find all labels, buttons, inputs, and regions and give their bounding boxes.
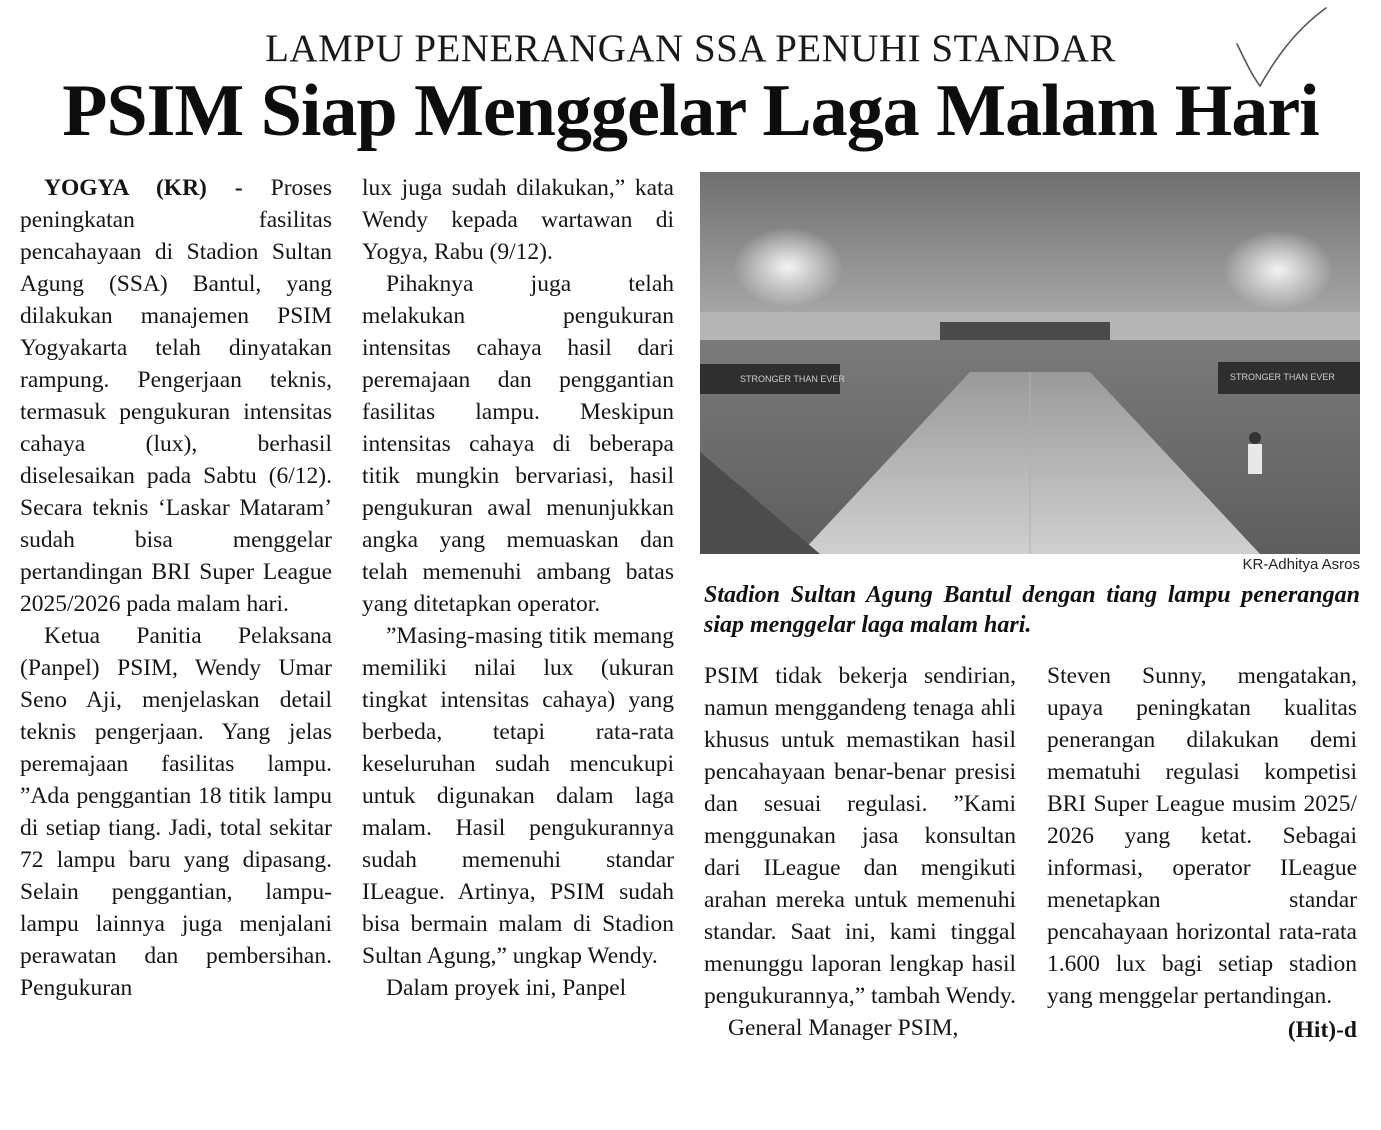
paragraph: General Manager PSIM,: [728, 1015, 959, 1041]
article-column-1: [20, 172, 332, 1004]
paragraph: lux juga sudah dilakukan,” kata Wendy kepada wartawan di Yogya, Rabu (9/12).: [362, 175, 674, 265]
floodlight-glow-right: [1223, 230, 1333, 310]
author-signoff: (Hit)-d: [1287, 1017, 1357, 1043]
article-column-2: [362, 172, 674, 1004]
paragraph: Dalam proyek ini, Panpel: [386, 975, 627, 1001]
stadium-photo: [700, 172, 1360, 554]
paragraph: Ketua Panitia Pelaksana (Panpel) PSIM, Wendy Umar Seno Aji, menjelaskan detail teknis pengerjaan. Yang jelas peremajaan fasilitas lampu. ”Ada penggantian 18 titik lampu di setiap tiang. Jadi, total sekitar 72 lampu baru yang dipasang. Selain penggantian, lampu-lampu lainnya juga menjalani perawatan dan pembersihan. Pengukuran: [20, 623, 332, 1001]
banner-text-right: STRONGER THAN EVER: [1230, 372, 1335, 382]
paragraph-lead: [20, 172, 332, 620]
article-column-4: [1047, 660, 1357, 1046]
paragraph: Pihaknya juga telah melakukan pengukuran intensitas cahaya hasil dari peremajaan dan penggantian fasilitas lampu. Meskipun intensitas cahaya di beberapa titik mungkin bervariasi, hasil pengukuran awal menunjukkan angka yang memuaskan dan telah memenuhi ambang batas yang ditetapkan operator.: [362, 271, 674, 617]
paragraph: PSIM tidak bekerja sendirian, namun menggandeng tenaga ahli khusus untuk memastikan hasil pencahayaan benar-benar presisi dan sesuai regulasi. ”Kami menggunakan jasa konsultan dari ILeague dan mengikuti arahan mereka untuk memenuhi standar. Saat ini, kami tinggal menunggu laporan lengkap hasil pengukurannya,” tambah Wendy.: [704, 663, 1016, 1009]
lead-text: Proses peningkatan fasilitas pencahayaan di Stadion Sultan Agung (SSA) Bantul, yang dilakukan manajemen PSIM Yogyakarta telah dinyatakan rampung. Pengerjaan teknis, termasuk pengukuran intensitas cahaya (lux), berhasil diselesaikan pada Sabtu (6/12). Secara teknis ‘Laskar Mataram’ sudah bisa menggelar pertandingan BRI Super League 2025/2026 pada malam hari.: [20, 175, 333, 617]
photo-caption: Stadion Sultan Agung Bantul dengan tiang lampu penerangan siap menggelar laga malam hari.: [704, 582, 1360, 638]
article-column-3: [704, 660, 1016, 1044]
person-figure: [1248, 444, 1262, 474]
kicker: LAMPU PENERANGAN SSA PENUHI STANDAR: [265, 27, 1116, 70]
paragraph: Steven Sunny, mengatakan, upaya peningkatan kualitas penerangan dilakukan demi mematuhi regulasi kompetisi BRI Super League musim 2025/ 2026 yang ketat. Sebagai informasi, operator ILeague menetapkan standar pencahayaan horizontal rata-rata 1.600 lux bagi setiap stadion yang menggelar pertandingan.: [1047, 663, 1357, 1009]
photo-credit: KR-Adhitya Asros: [1242, 556, 1360, 573]
handwritten-check-icon: [1232, 6, 1332, 96]
dateline: YOGYA (KR) -: [44, 175, 243, 201]
stadium-photo-illustration: [700, 172, 1360, 554]
headline: PSIM Siap Menggelar Laga Malam Hari: [62, 70, 1319, 152]
paragraph: ”Masing-masing titik memang memiliki nilai lux (ukuran tingkat intensitas cahaya) yang berbeda, tetapi rata-rata keseluruhan sudah mencukupi untuk digunakan dalam laga malam. Hasil pengukurannya sudah memenuhi standar ILeague. Artinya, PSIM sudah bisa bermain malam di Stadion Sultan Agung,” ungkap Wendy.: [362, 623, 674, 969]
floodlight-glow-left: [733, 227, 843, 307]
banner-text-left: STRONGER THAN EVER: [740, 374, 845, 384]
